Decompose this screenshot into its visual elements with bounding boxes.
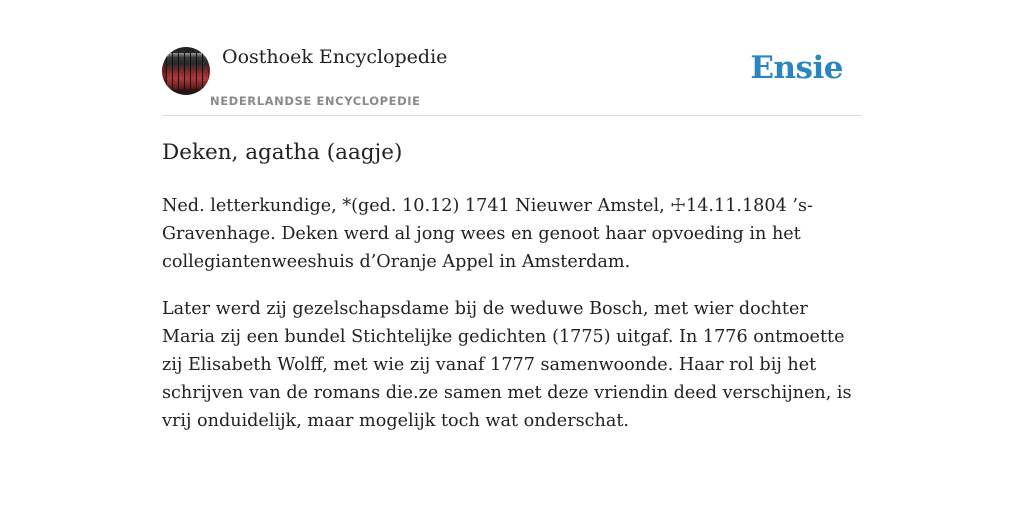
site-title[interactable]: Oosthoek Encyclopedie: [222, 46, 448, 68]
article-paragraph: Ned. letterkundige, *(ged. 10.12) 1741 Nieuwer Amstel, ☩14.11.1804 ’s-Gravenhage. Deken werd al jong wees en genoot haar opvoeding in het collegiantenweeshuis d’Oranje Appel in Amsterdam.: [162, 196, 813, 272]
site-subtitle: NEDERLANDSE ENCYCLOPEDIE: [210, 94, 421, 108]
article-paragraph: Later werd zij gezelschapsdame bij de weduwe Bosch, met wier dochter Maria zij een bundel Stichtelijke gedichten (1775) uitgaf. In 1776 ontmoette zij Elisabeth Wolff, met wie zij vanaf 1777 samenwoonde. Haar rol bij het schrijven van de romans die.ze samen met deze vriendin deed verschijnen, is vrij onduidelijk, maar mogelijk toch wat onderschat.: [162, 299, 852, 431]
encyclopedia-books-icon[interactable]: [162, 47, 210, 95]
article-body: [162, 192, 862, 454]
site-header: [162, 44, 862, 116]
article-title: Deken, agatha (aagje): [162, 140, 403, 165]
ensie-logo-link[interactable]: Ensie: [750, 50, 843, 86]
